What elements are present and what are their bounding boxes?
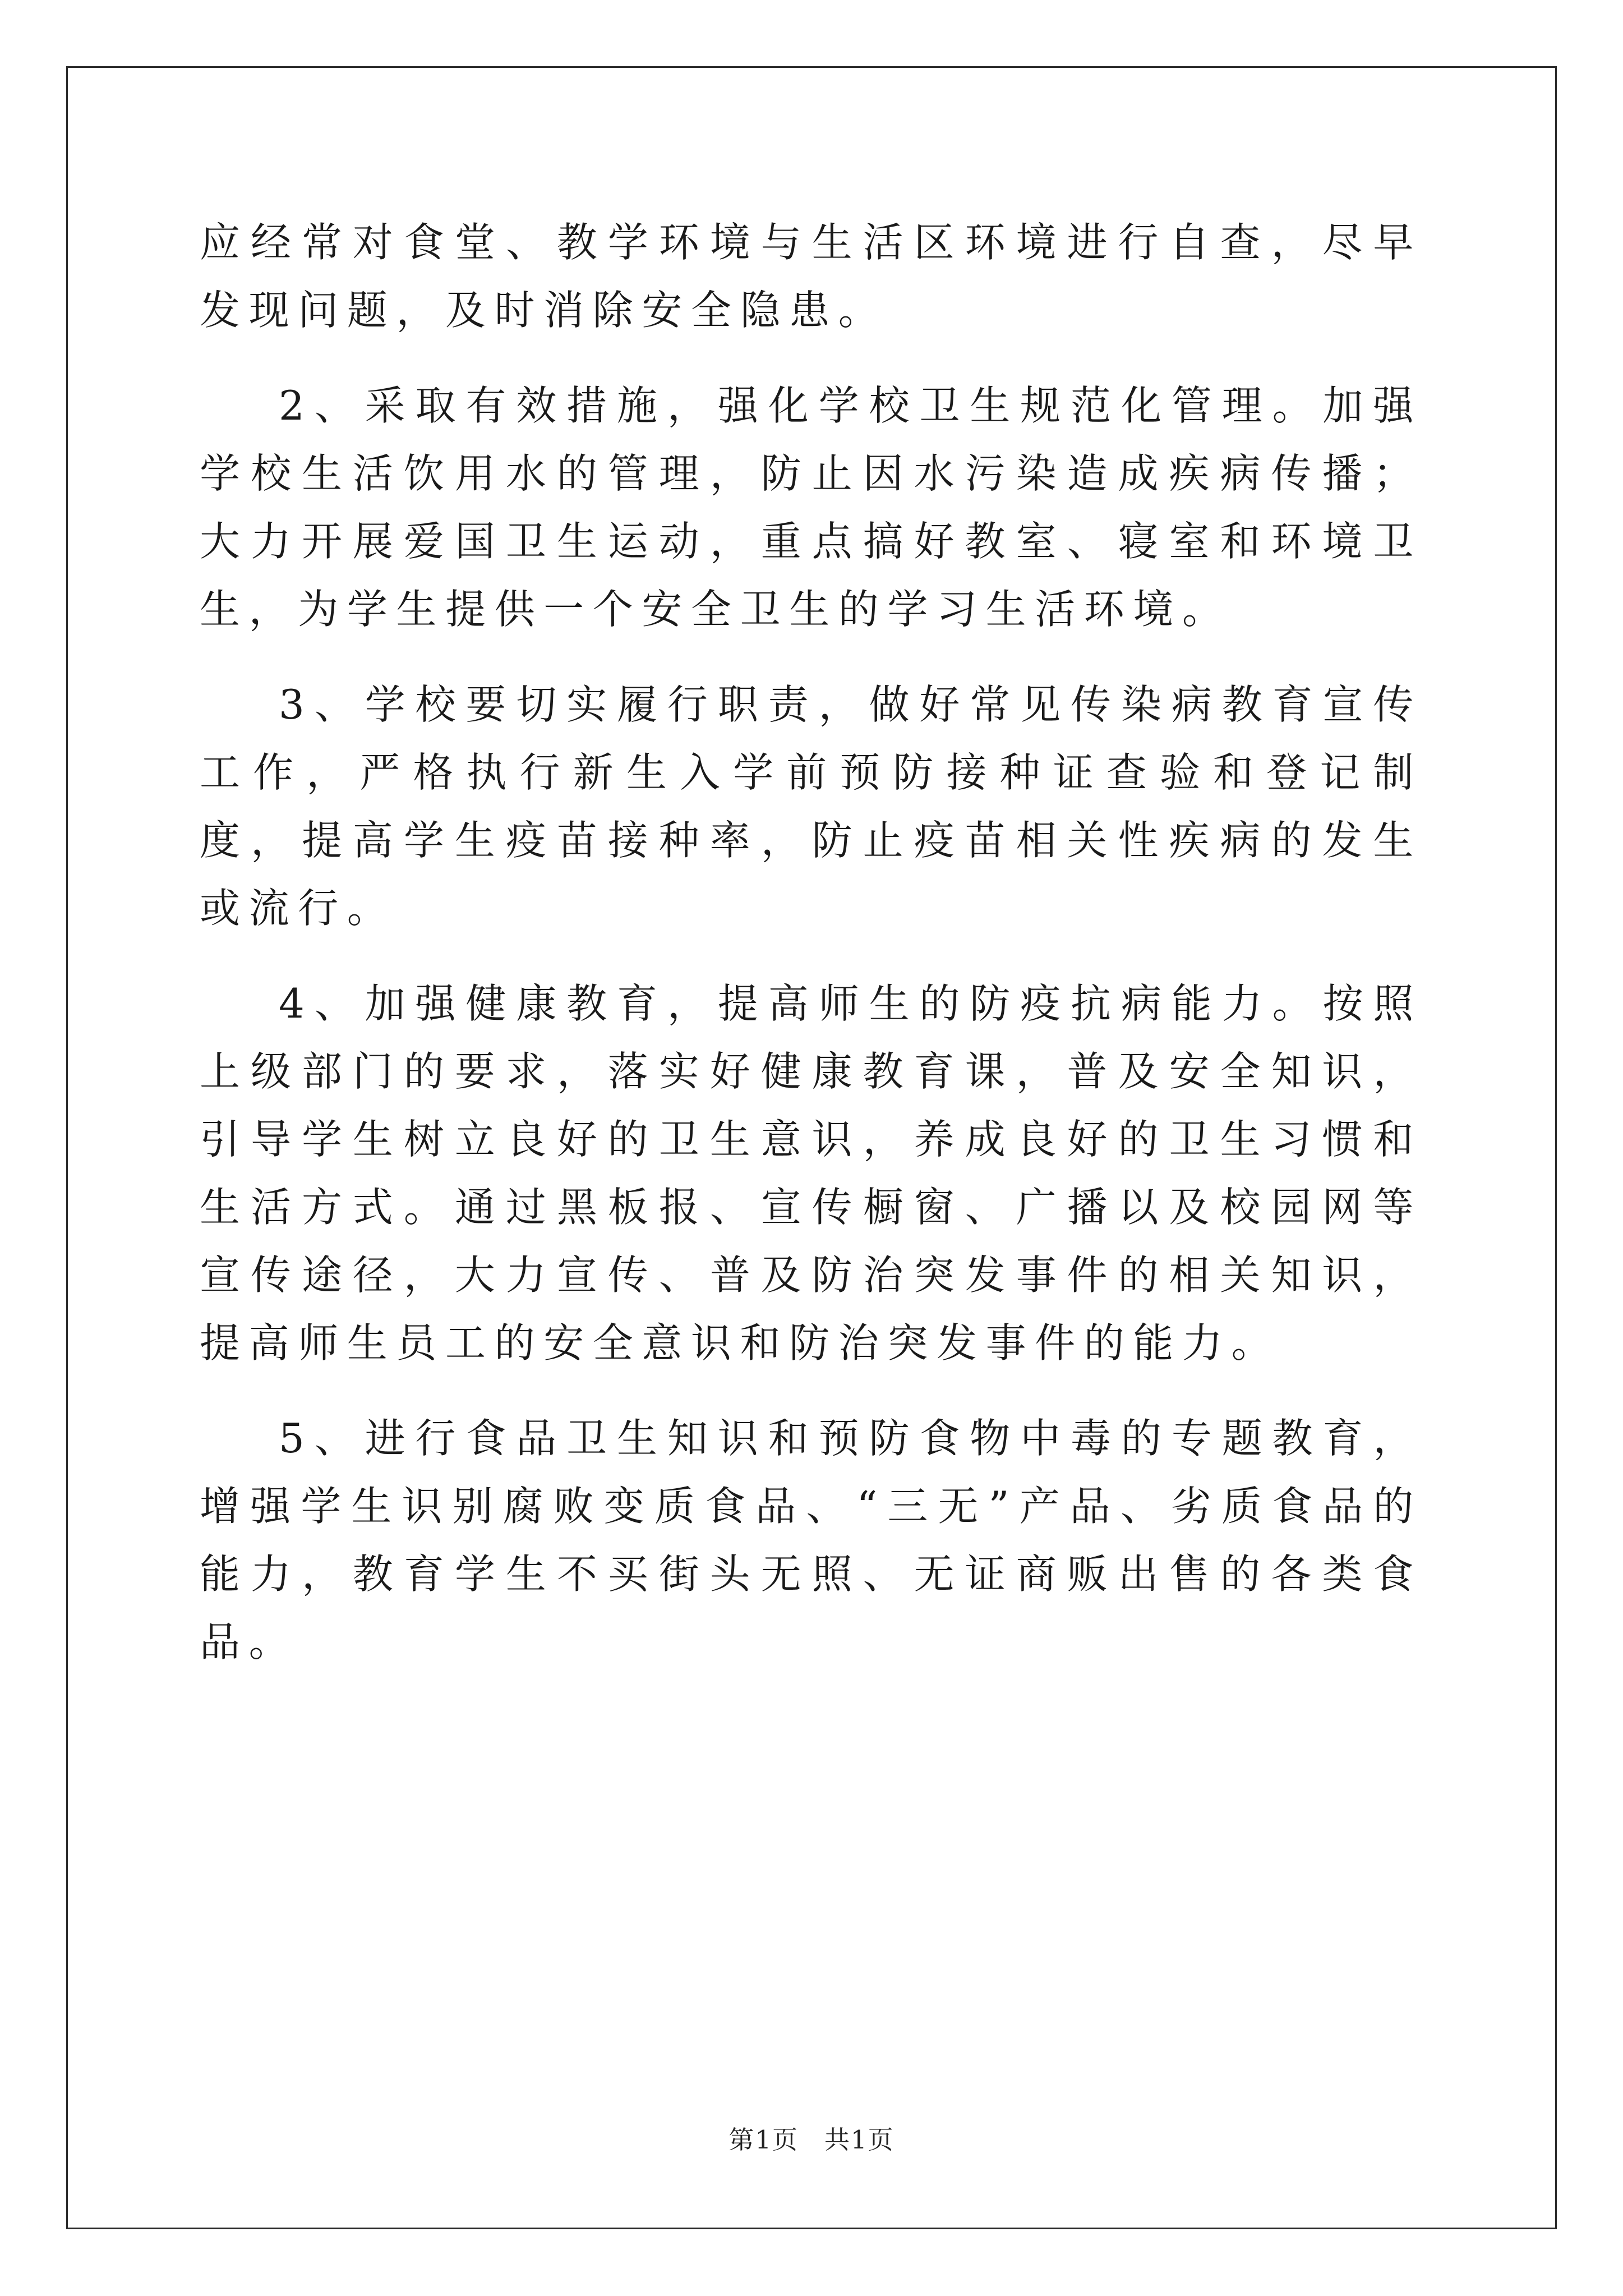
paragraph-item-3: 3、学校要切实履行职责，做好常见传染病教育宣传工作，严格执行新生入学前预防接种证查验和登记制度，提高学生疫苗接种率，防止疫苗相关性疾病的发生或流行。 — [200, 681, 1422, 932]
paragraph-item-4: 4、加强健康教育，提高师生的防疫抗病能力。按照上级部门的要求，落实好健康教育课，普及安全知识，引导学生树立良好的卫生意识，养成良好的卫生习惯和生活方式。通过黑板报、宣传橱窗、广播以及校园网等宣传途径，大力宣传、普及防治突发事件的相关知识，提高师生员工的安全意识和防治突发事件的能力。 — [200, 980, 1422, 1366]
paragraph-continuation: 应经常对食堂、教学环境与生活区环境进行自查，尽早发现问题，及时消除安全隐患。 — [200, 219, 1422, 334]
page-footer — [0, 2123, 1623, 2157]
page-number: 第1页 — [728, 2125, 799, 2155]
page-total: 共1页 — [824, 2125, 895, 2155]
paragraph-item-5: 5、进行食品卫生知识和预防食物中毒的专题教育，增强学生识别腐败变质食品、“三无”产品、劣质食品的能力，教育学生不买街头无照、无证商贩出售的各类食品。 — [200, 1415, 1422, 1665]
document-body — [200, 209, 1422, 1676]
paragraph-item-2: 2、采取有效措施，强化学校卫生规范化管理。加强学校生活饮用水的管理，防止因水污染造成疾病传播；大力开展爱国卫生运动，重点搞好教室、寝室和环境卫生，为学生提供一个安全卫生的学习生活环境。 — [200, 382, 1422, 633]
